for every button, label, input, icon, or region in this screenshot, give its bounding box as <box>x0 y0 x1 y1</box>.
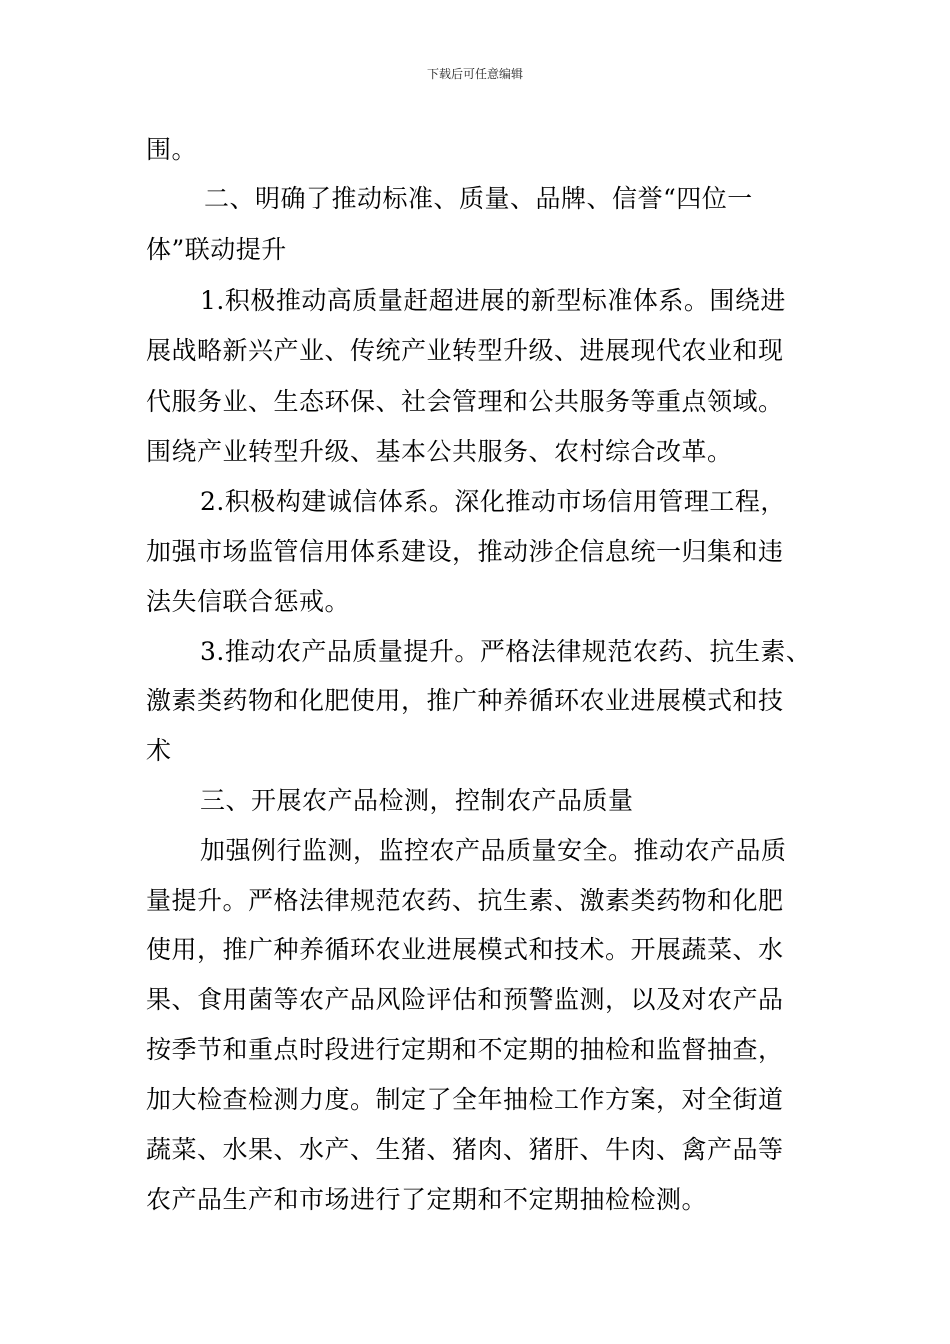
section-3-line-8: 农产品生产和市场进行了定期和不定期抽检检测。 <box>146 1185 708 1214</box>
item-1-line-2: 展战略新兴产业、传统产业转型升级、进展现代农业和现 <box>146 336 784 365</box>
body-line-1: 围。 <box>146 135 198 164</box>
section-heading-2-line-2: 体”联动提升 <box>146 235 287 264</box>
item-3-line-1: 3.推动农产品质量提升。严格法律规范农药、抗生素、 <box>200 637 812 666</box>
item-1-line-4: 围绕产业转型升级、基本公共服务、农村综合改革。 <box>146 437 733 466</box>
item-1-line-3: 代服务业、生态环保、社会管理和公共服务等重点领域。 <box>146 387 784 416</box>
section-heading-3: 三、开展农产品检测，控制农产品质量 <box>200 786 634 815</box>
section-3-line-1: 加强例行监测，监控农产品质量安全。推动农产品质 <box>200 836 787 865</box>
item-3-line-3: 术 <box>146 736 172 765</box>
section-heading-2-line-1: 二、明确了推动标准、质量、品牌、信誉“四位一 <box>204 184 753 213</box>
item-2-line-1: 2.积极构建诚信体系。深化推动市场信用管理工程， <box>200 487 786 516</box>
item-2-line-3: 法失信联合惩戒。 <box>146 587 351 616</box>
section-3-line-5: 按季节和重点时段进行定期和不定期的抽检和监督抽查， <box>146 1035 784 1064</box>
section-3-line-6: 加大检查检测力度。制定了全年抽检工作方案，对全街道 <box>146 1085 784 1114</box>
section-3-line-3: 使用，推广种养循环农业进展模式和技术。开展蔬菜、水 <box>146 935 784 964</box>
item-3-line-2: 激素类药物和化肥使用，推广种养循环农业进展模式和技 <box>146 686 784 715</box>
page-header: 下载后可任意编辑 <box>426 67 523 81</box>
section-3-line-2: 量提升。严格法律规范农药、抗生素、激素类药物和化肥 <box>146 886 784 915</box>
section-3-line-4: 果、食用菌等农产品风险评估和预警监测，以及对农产品 <box>146 985 784 1014</box>
item-1-line-1: 1.积极推动高质量赶超进展的新型标准体系。围绕进 <box>200 286 786 315</box>
item-2-line-2: 加强市场监管信用体系建设，推动涉企信息统一归集和违 <box>146 537 784 566</box>
section-3-line-7: 蔬菜、水果、水产、生猪、猪肉、猪肝、牛肉、禽产品等 <box>146 1135 784 1164</box>
